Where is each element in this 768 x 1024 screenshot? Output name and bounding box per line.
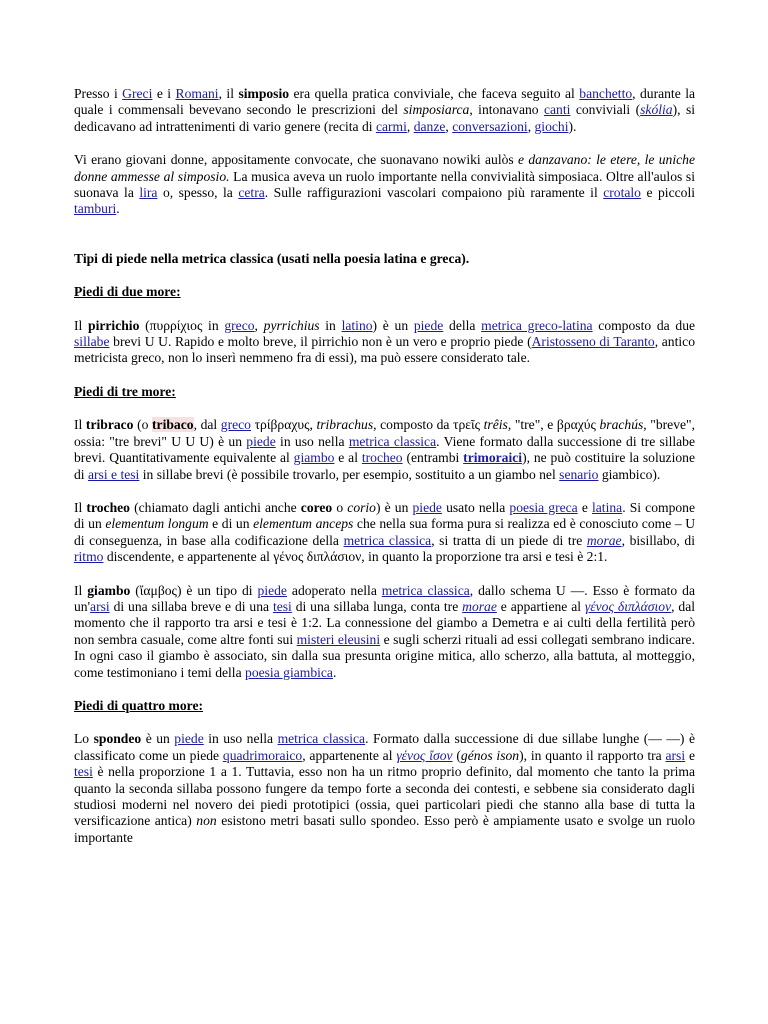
link-metrica-classica[interactable]: metrica classica: [348, 433, 437, 449]
link-tesi[interactable]: tesi: [74, 764, 93, 780]
link-metrica-classica[interactable]: metrica classica: [343, 532, 432, 548]
link-tesi[interactable]: tesi: [272, 598, 292, 614]
document-page: [74, 86, 695, 863]
link-sillabe[interactable]: sillabe: [74, 334, 110, 350]
link-lira[interactable]: lira: [139, 185, 158, 201]
term-simposiarca: simposiarca: [403, 102, 470, 118]
link-crotalo[interactable]: crotalo: [603, 185, 641, 201]
link-piede[interactable]: piede: [413, 317, 444, 333]
link-poesia-greca[interactable]: poesia greca: [509, 499, 578, 515]
link-arsi[interactable]: arsi: [90, 598, 110, 614]
link-canti[interactable]: canti: [543, 102, 571, 118]
link-giambo[interactable]: giambo: [293, 450, 335, 466]
link-greci[interactable]: Greci: [122, 86, 153, 101]
paragraph-tribraco: Il tribraco (o tribaco, dal greco τρίβραχυς, tribrachus, composto da τρεῖς trêis, "tre", e βραχύς brachús, "breve", ossia: "tre brevi" U U U) è un piede in uso nella metrica classica. Viene formato dalla successione di tre sillabe brevi. Quantitativamente equivalente al giambo e al trocheo (entrambi trimoraici), ne può costituire la soluzione di arsi e tesi in sillabe brevi (è possibile trovarlo, per esempio, sostituito a un giambo nel senario giambico).: [74, 417, 696, 482]
link-danze[interactable]: danze: [413, 118, 446, 134]
link-greco[interactable]: greco: [220, 417, 251, 433]
link-trimoraici[interactable]: trimoraici: [463, 450, 523, 466]
paragraph-trocheo: Il trocheo (chiamato dagli antichi anche coreo o corio) è un piede usato nella poesia greca e latina. Si compone di un elementum longum e di un elementum anceps che nella sua forma pura si realizza ed è conosciuto come – U di conseguenza, in base alla codificazione della metrica classica, si tratta di un piede di tre morae, bisillabo, di ritmo discendente, e appartenente al γένος διπλάσιον, in quanto la proporzione tra arsi e tesi è 2:1.: [74, 499, 696, 565]
link-latina[interactable]: latina: [591, 499, 623, 515]
link-ritmo[interactable]: ritmo: [74, 549, 104, 565]
link-greco[interactable]: greco: [224, 317, 255, 333]
subheading-tre-more: Piedi di tre more:: [74, 383, 176, 399]
paragraph-pirrichio: Il pirrichio (πυρρίχιος in greco, pyrrichius in latino) è un piede della metrica greco-latina composto da due sillabe brevi U U. Rapido e molto breve, il pirrichio non è un vero e proprio piede (Aristosseno di Taranto, antico metricista greco, non lo inserì nemmeno fra di essi), ma può essere considerato tale.: [74, 317, 696, 366]
paragraph-giambo: Il giambo (ἴαμβος) è un tipo di piede adoperato nella metrica classica, dallo schema U —. Esso è formato da un'arsi di una sillaba breve e di una tesi di una sillaba lunga, conta tre morae e appartiene al γένος διπλάσιον, dal momento che il rapporto tra arsi e tesi è 1:2. La connessione del giambo a Demetra e ai culti della fertilità però non sembra casuale, come altre fonti sui misteri eleusini e sugli scherzi rituali ad essi collegati sembrano indicare. In ogni caso il giambo è associato, sin dalla sua presunta origine mitica, allo scherzo, alla battuta, al motteggio, come testimoniano i temi della poesia giambica.: [74, 582, 696, 680]
link-genos-diplasion[interactable]: γένος διπλάσιον: [584, 598, 672, 614]
section-heading: Tipi di piede nella metrica classica (usati nella poesia latina e greca).: [74, 250, 470, 266]
paragraph-simposio: Presso i Greci e i Romani, il simposio era quella pratica conviviale, che faceva seguito al banchetto, durante la quale i commensali bevevano secondo le prescrizioni del simposiarca, intonavano canti conviviali (skólia), si dedicavano ad intrattenimenti di vario genere (recita di carmi, danze, conversazioni, giochi).: [74, 86, 696, 134]
link-poesia-giambica[interactable]: poesia giambica: [245, 664, 333, 680]
subheading-due-more: Piedi di due more:: [74, 284, 181, 300]
link-morae[interactable]: morae: [462, 598, 497, 614]
link-giochi[interactable]: giochi: [534, 118, 569, 134]
link-piede[interactable]: piede: [257, 582, 287, 598]
link-tamburi[interactable]: tamburi: [74, 201, 117, 217]
paragraph-donne: Vi erano giovani donne, appositamente convocate, che suonavano nowiki aulòs e danzavano: le etere, le uniche donne ammesse al simposio. La musica aveva un ruolo importante nella convivialità simposiaca. Oltre all'aulos si suonava la lira o, spesso, la cetra. Sulle raffigurazioni vascolari compaiono più raramente il crotalo e piccoli tamburi.: [74, 152, 695, 217]
link-arsi-e-tesi[interactable]: arsi e tesi: [87, 466, 140, 482]
subheading-quattro-more: Piedi di quattro more:: [74, 697, 204, 713]
link-piede[interactable]: piede: [174, 731, 204, 747]
link-misteri-eleusini[interactable]: misteri eleusini: [296, 631, 381, 647]
highlight-tribaco: tribaco: [152, 417, 194, 433]
link-metrica-classica[interactable]: metrica classica: [381, 582, 470, 598]
link-arsi[interactable]: arsi: [665, 747, 686, 763]
link-latino[interactable]: latino: [341, 317, 373, 333]
link-genos-ison[interactable]: γένος ἴσον: [396, 747, 453, 763]
link-romani[interactable]: Romani: [175, 86, 219, 101]
link-senario[interactable]: senario: [559, 466, 599, 482]
term-simposio: simposio: [238, 86, 290, 101]
link-morae[interactable]: morae: [586, 532, 622, 548]
link-metrica-classica[interactable]: metrica classica: [277, 731, 366, 747]
link-metrica-greco-latina[interactable]: metrica greco-latina: [481, 317, 593, 333]
link-trocheo[interactable]: trocheo: [361, 450, 403, 466]
link-banchetto[interactable]: banchetto: [579, 86, 633, 101]
link-quadrimoraico[interactable]: quadrimoraico: [222, 747, 303, 763]
link-skolia[interactable]: skólia: [640, 102, 673, 118]
link-piede[interactable]: piede: [246, 433, 276, 449]
link-cetra[interactable]: cetra: [238, 185, 265, 201]
link-aristosseno[interactable]: Aristosseno di Taranto: [531, 334, 655, 350]
link-piede[interactable]: piede: [412, 499, 442, 515]
paragraph-spondeo: Lo spondeo è un piede in uso nella metrica classica. Formato dalla successione di due sillabe lunghe (— —) è classificato come un piede quadrimoraico, appartenente al γένος ἴσον (génos ison), in quanto il rapporto tra arsi e tesi è nella proporzione 1 a 1. Tuttavia, esso non ha un ritmo proprio definito, dal momento che tanto la prima quanto la seconda sillaba possono fungere da tempo forte a seconda dei contesti, e sebbene sia considerato dagli studiosi moderni nel novero dei piedi prototipici (ossia, quei particolari piedi che stanno alla base di tutta la versificazione antica) non esistono metri basati sullo spondeo. Esso però è ampiamente usato e svolge un ruolo importante: [74, 731, 695, 845]
link-carmi[interactable]: carmi: [375, 118, 407, 134]
link-conversazioni[interactable]: conversazioni: [452, 118, 528, 134]
